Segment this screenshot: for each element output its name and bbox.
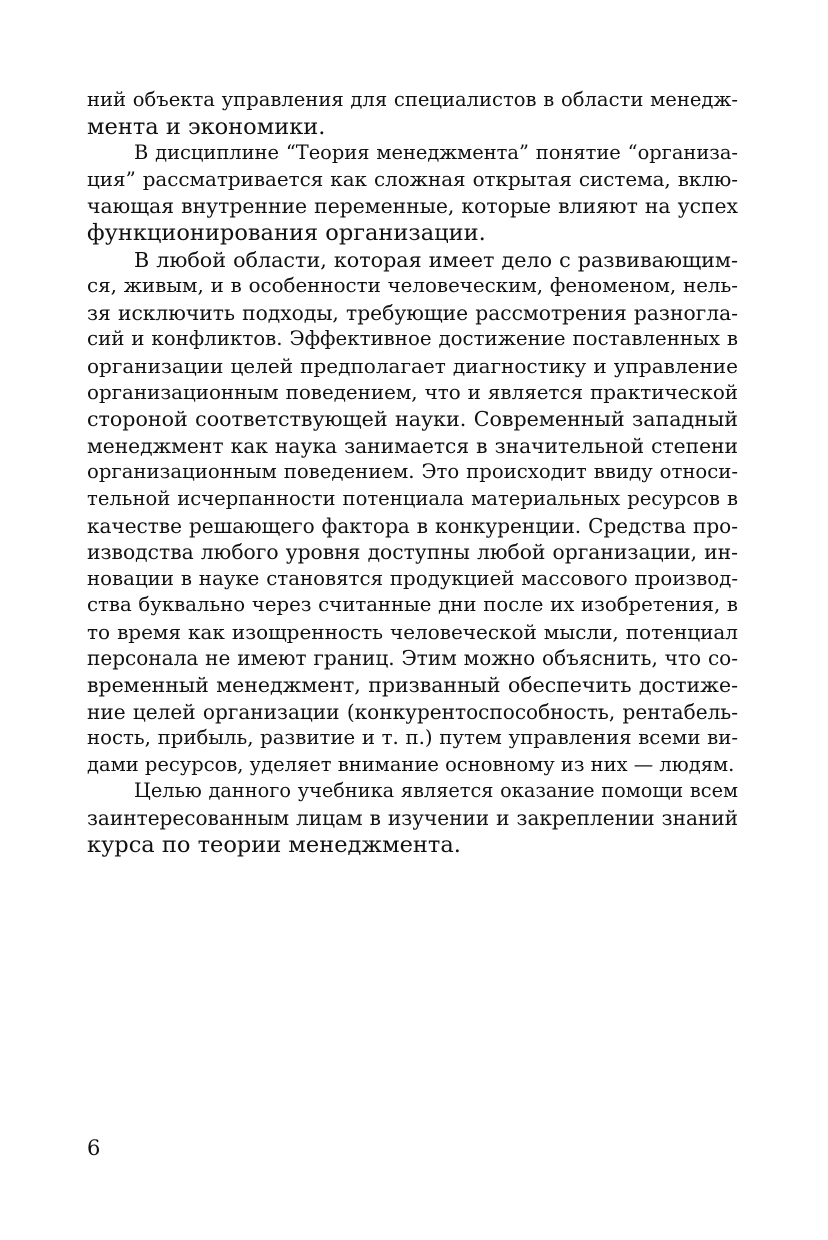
text-line: организационным поведением, что и является практической: [87, 380, 738, 404]
page-number: 6: [87, 1136, 101, 1160]
text-line: тельной исчерпанности потенциала материальных ресурсов в: [87, 486, 738, 510]
text-line: чающая внутренние переменные, которые влияют на успех: [87, 194, 738, 219]
text-line: ние целей организации (конкурентоспособность, рентабель-: [87, 699, 738, 724]
text-line: заинтересованным лицам в изучении и закреплении знаний: [87, 806, 738, 831]
text-line: ний объекта управления для специалистов в области менедж-: [87, 88, 738, 111]
text-line: организации целей предполагает диагностику и управление: [87, 353, 738, 378]
text-line: дами ресурсов, уделяет внимание основному из них — людям.: [87, 752, 735, 776]
text-line: ся, живым, и в особенности человеческим, феноменом, нель-: [87, 274, 738, 298]
text-line: ность, прибыль, развитие и т. п.) путем управления всеми ви-: [87, 726, 738, 750]
text-line: качестве решающего фактора в конкуренции. Средства про-: [87, 513, 738, 538]
text-line: функционирования организации.: [87, 219, 486, 246]
text-line: то время как изощренность человеческой мысли, потенциал: [87, 619, 738, 644]
text-line: новации в науке становятся продукцией массового производ-: [87, 566, 738, 590]
text-line: стороной соответствующей науки. Современный западный: [87, 407, 738, 432]
text-line: ция” рассматривается как сложная открытая система, вклю-: [87, 167, 738, 191]
text-line: менеджмент как наука занимается в значительной степени: [87, 433, 738, 458]
text-line: временный менеджмент, призванный обеспечить достиже-: [87, 673, 738, 698]
text-line: курса по теории менеджмента.: [87, 831, 461, 858]
text-line: зя исключить подходы, требующие рассмотрения разногла-: [87, 300, 738, 325]
text-line: мента и экономики.: [87, 113, 326, 140]
body-text: [87, 87, 738, 858]
text-line: ства буквально через считанные дни после их изобретения, в: [87, 593, 738, 617]
text-line: Целью данного учебника является оказание помощи всем: [134, 779, 738, 803]
text-line: персонала не имеют границ. Этим можно объяснить, что со-: [87, 646, 738, 671]
text-line: изводства любого уровня доступны любой организации, ин-: [87, 540, 738, 565]
text-line: сий и конфликтов. Эффективное достижение поставленных в: [87, 327, 738, 351]
text-line: В любой области, которая имеет дело с развивающим-: [134, 247, 738, 272]
text-line: В дисциплине “Теория менеджмента” понятие “организа-: [134, 141, 738, 165]
text-line: организационным поведением. Это происходит ввиду относи-: [87, 460, 738, 484]
